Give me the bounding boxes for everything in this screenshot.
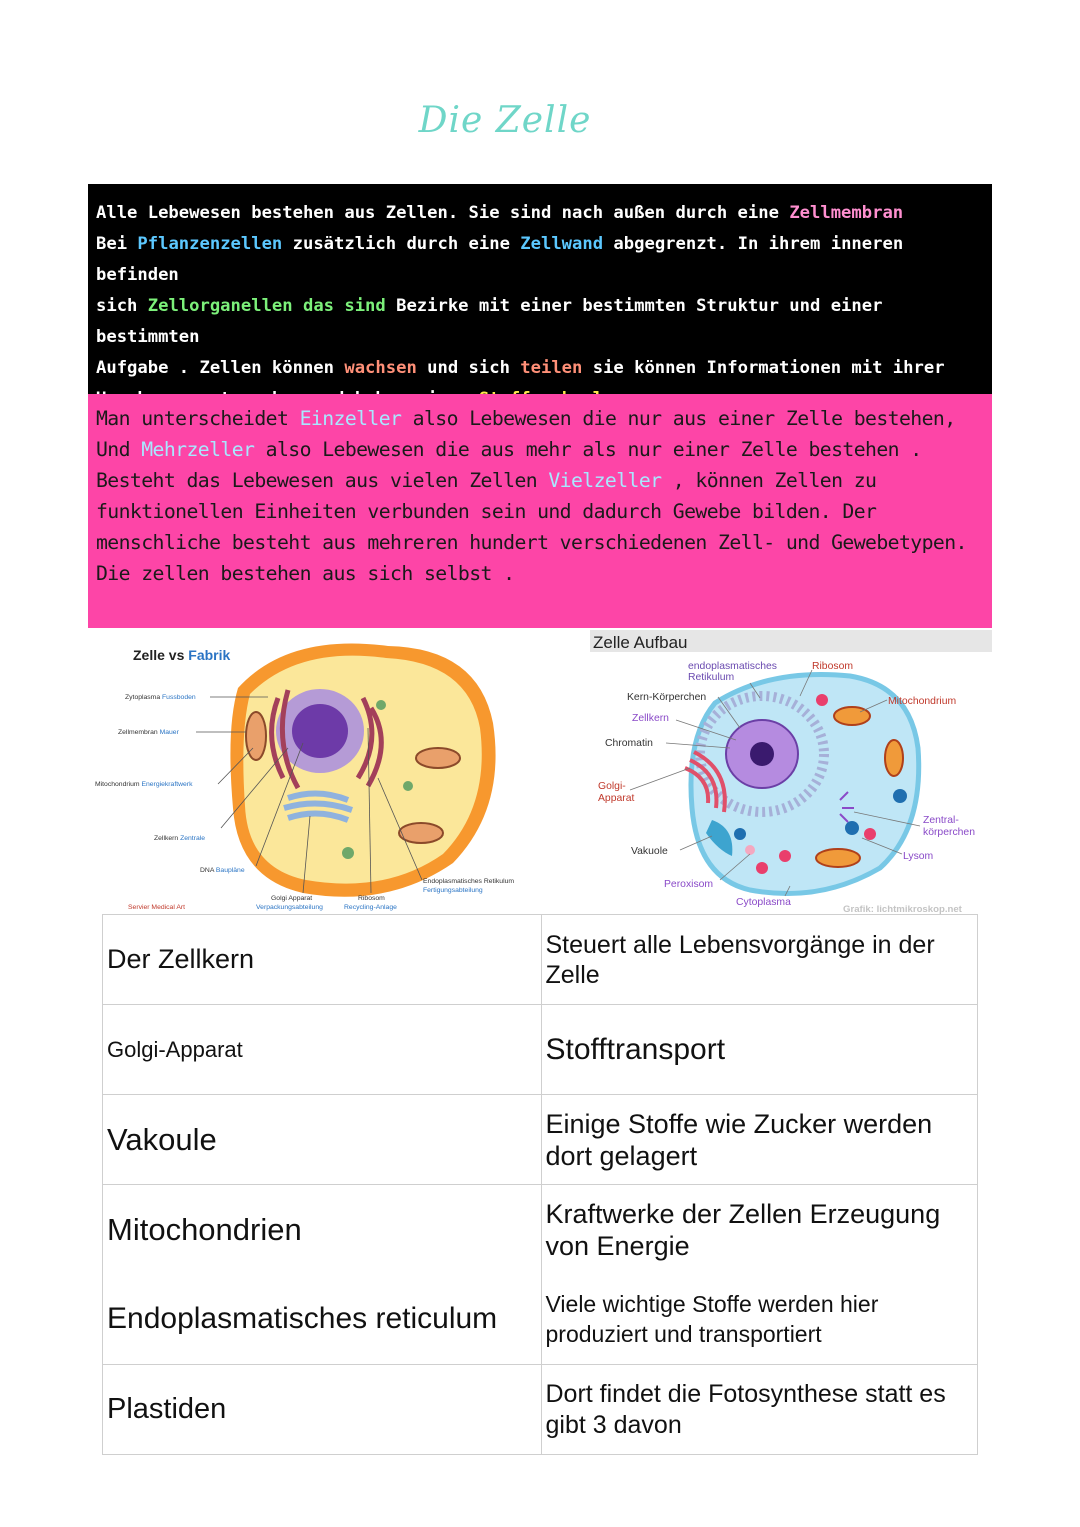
svg-text:Chromatin: Chromatin — [605, 738, 653, 749]
table-cell-name: Golgi-Apparat — [103, 1005, 542, 1095]
table-row — [103, 1095, 978, 1185]
svg-text:Cytoplasma: Cytoplasma — [736, 897, 791, 908]
table-cell-name: Der Zellkern — [103, 915, 542, 1005]
organelle-dot — [845, 821, 859, 835]
figure-right-title: Zelle Aufbau — [593, 633, 688, 652]
svg-text:Endoplasmatisches Retikulum: Endoplasmatisches Retikulum — [423, 878, 515, 885]
lysosome — [864, 828, 876, 840]
svg-text:DNA Baupläne: DNA Baupläne — [200, 867, 245, 874]
svg-text:Mitochondrium: Mitochondrium — [888, 696, 957, 707]
intro-line-1: Alle Lebewesen bestehen aus Zellen. Sie sind nach außen durch eine Zellmembran — [96, 203, 904, 223]
table-cell-desc: Dort findet die Fotosynthese statt es gibt 3 davon — [541, 1365, 978, 1455]
svg-text:Vakuole: Vakuole — [631, 846, 668, 857]
svg-text:Lysom: Lysom — [903, 851, 934, 862]
svg-text:Zellkern Zentrale: Zellkern Zentrale — [154, 835, 206, 842]
cells-line-1: Man unterscheidet Einzeller also Lebewesen die nur aus einer Zelle bestehen, — [96, 407, 956, 430]
svg-text:Fertigungsabteilung: Fertigungsabteilung — [423, 887, 483, 894]
svg-text:Apparat: Apparat — [598, 793, 635, 804]
table-cell-desc: Stofftransport — [541, 1005, 978, 1095]
page-title: Die Zelle — [418, 100, 592, 141]
svg-text:Servier Medical Art: Servier Medical Art — [128, 904, 186, 911]
peroxisome — [745, 845, 755, 855]
figure-left-title: Zelle vs Fabrik — [133, 647, 231, 663]
cells-line-2: Und Mehrzeller also Lebewesen die aus mehr als nur einer Zelle bestehen . — [96, 438, 922, 461]
svg-text:Zellkern: Zellkern — [632, 713, 669, 724]
table-cell-desc: Einige Stoffe wie Zucker werden dort gelagert — [541, 1095, 978, 1185]
cells-line-4: funktionellen Einheiten verbunden sein und dadurch Gewebe bilden. Der — [96, 500, 877, 523]
intro-box — [88, 184, 992, 394]
organelle-table — [102, 914, 978, 1455]
nucleolus — [750, 742, 774, 766]
svg-text:Kern-Körperchen: Kern-Körperchen — [627, 692, 707, 703]
svg-text:Ribosom: Ribosom — [812, 661, 853, 672]
vesicle — [376, 700, 386, 710]
cell-vs-factory-diagram — [88, 628, 588, 918]
svg-text:Peroxisom: Peroxisom — [664, 879, 714, 890]
table-cell-name: Vakoule — [103, 1095, 542, 1185]
svg-text:Zytoplasma Fussboden: Zytoplasma Fussboden — [125, 694, 196, 701]
svg-text:Golgi Apparat: Golgi Apparat — [271, 895, 313, 902]
table-row — [103, 1185, 978, 1275]
intro-line-3: sich Zellorganellen das sind Bezirke mit einer bestimmten Struktur und einer bestimmten — [96, 296, 883, 347]
svg-text:Mitochondrium Energiekraftwerk: Mitochondrium Energiekraftwerk — [95, 781, 193, 788]
svg-text:endoplasmatisches: endoplasmatisches — [688, 661, 777, 672]
svg-text:Ribosom: Ribosom — [358, 895, 385, 902]
table-cell-desc: Viele wichtige Stoffe werden hier produziert und transportiert — [541, 1275, 978, 1365]
cells-line-3: Besteht das Lebewesen aus vielen Zellen Vielzeller , können Zellen zu — [96, 469, 877, 492]
lysosome — [816, 694, 828, 706]
lysosome — [779, 850, 791, 862]
table-row — [103, 1365, 978, 1455]
table-row — [103, 915, 978, 1005]
cells-line-5: menschliche besteht aus mehreren hundert verschiedenen Zell- und Gewebetypen. — [96, 531, 967, 554]
svg-text:Zentral-: Zentral- — [923, 815, 959, 826]
table-row — [103, 1275, 978, 1365]
mitochondrion-3 — [816, 849, 860, 867]
svg-text:Zellmembran Mauer: Zellmembran Mauer — [118, 729, 179, 736]
intro-line-4: Aufgabe . Zellen können wachsen und sich teilen sie können Informationen mit ihrer — [96, 358, 945, 378]
table-cell-name: Endoplasmatisches reticulum — [103, 1275, 542, 1365]
table-cell-name: Mitochondrien — [103, 1185, 542, 1275]
svg-text:Verpackungsabteilung: Verpackungsabteilung — [256, 904, 323, 911]
vesicle — [403, 781, 413, 791]
svg-text:Recycling-Anlage: Recycling-Anlage — [344, 904, 397, 911]
table-cell-name: Plastiden — [103, 1365, 542, 1455]
vesicle — [342, 847, 354, 859]
table-row — [103, 1005, 978, 1095]
svg-text:Golgi-: Golgi- — [598, 781, 626, 792]
mitochondrion-1 — [246, 712, 266, 760]
mitochondrion-3 — [399, 823, 443, 843]
svg-text:körperchen: körperchen — [923, 827, 975, 838]
cell-structure-diagram — [590, 628, 992, 918]
intro-line-2: Bei Pflanzenzellen zusätzlich durch eine Zellwand abgegrenzt. In ihrem inneren befinden — [96, 234, 904, 285]
mitochondrion-2 — [885, 740, 903, 776]
organelle-dot — [734, 828, 746, 840]
svg-text:Retikulum: Retikulum — [688, 672, 735, 683]
cell-types-box — [88, 394, 992, 628]
table-cell-desc: Kraftwerke der Zellen Erzeugung von Energie — [541, 1185, 978, 1275]
mitochondrion-2 — [416, 748, 460, 768]
table-cell-desc: Steuert alle Lebensvorgänge in der Zelle — [541, 915, 978, 1005]
organelle-dot — [893, 789, 907, 803]
svg-text:Grafik: lichtmikroskop.net: Grafik: lichtmikroskop.net — [843, 904, 962, 915]
cells-line-6: Die zellen bestehen aus sich selbst . — [96, 562, 515, 585]
lysosome — [756, 862, 768, 874]
